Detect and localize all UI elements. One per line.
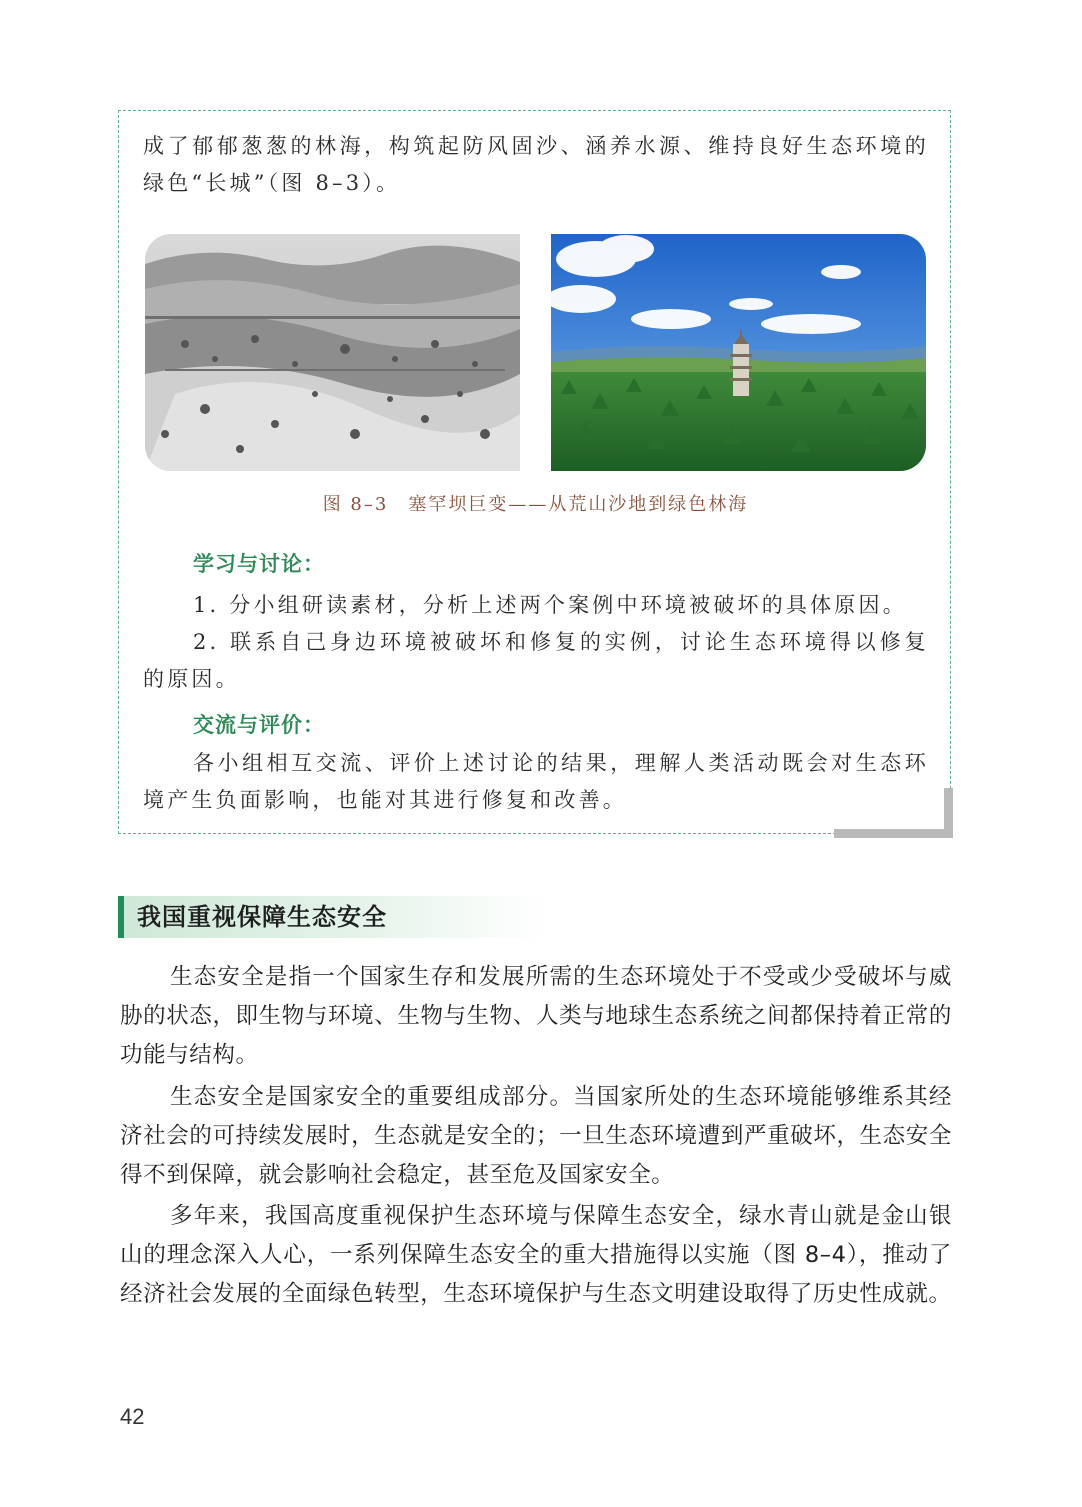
study-item-2: 2. 联系自己身边环境被破坏和修复的实例，讨论生态环境得以修复的原因。 (143, 630, 929, 691)
exchange-text: 各小组相互交流、评价上述讨论的结果，理解人类活动既会对生态环境产生负面影响，也能对其进行修复和改善。 (143, 751, 929, 812)
box-shadow-horizontal (834, 829, 953, 838)
page-number: 42 (120, 1404, 145, 1429)
paragraph-2: 生态安全是国家安全的重要组成部分。当国家所处的生态环境能够维系其经济社会的可持续发展时，生态就是安全的；一旦生态环境遭到严重破坏，生态安全得不到保障，就会影响社会稳定，甚至危及国家安全。 (120, 1084, 952, 1188)
forest-sea-photo (551, 234, 926, 471)
figure-caption: 图 8–3 塞罕坝巨变——从荒山沙地到绿色林海 (322, 494, 749, 515)
paragraph-3: 多年来，我国高度重视保护生态环境与保障生态安全，绿水青山就是金山银山的理念深入人心，一系列保障生态安全的重大措施得以实施（图 8–4），推动了经济社会发展的全面绿色转型，生态环境保护与生态文明建设取得了历史性成就。 (120, 1203, 952, 1307)
activity-intro-text: 成了郁郁葱葱的林海，构筑起防风固沙、涵养水源、维持良好生态环境的绿色“长城”（图 8–3）。 (143, 134, 929, 195)
study-discussion-heading: 学习与讨论： (193, 552, 325, 576)
paragraph-1: 生态安全是指一个国家生存和发展所需的生态环境处于不受或少受破坏与威胁的状态，即生物与环境、生物与生物、人类与地球生态系统之间都保持着正常的功能与结构。 (120, 964, 952, 1068)
section-title: 我国重视保障生态安全 (137, 903, 387, 931)
exchange-evaluation-heading: 交流与评价： (193, 713, 325, 737)
study-item-1: 1. 分小组研读素材，分析上述两个案例中环境被破坏的具体原因。 (193, 593, 907, 617)
barren-land-photo (145, 234, 520, 471)
